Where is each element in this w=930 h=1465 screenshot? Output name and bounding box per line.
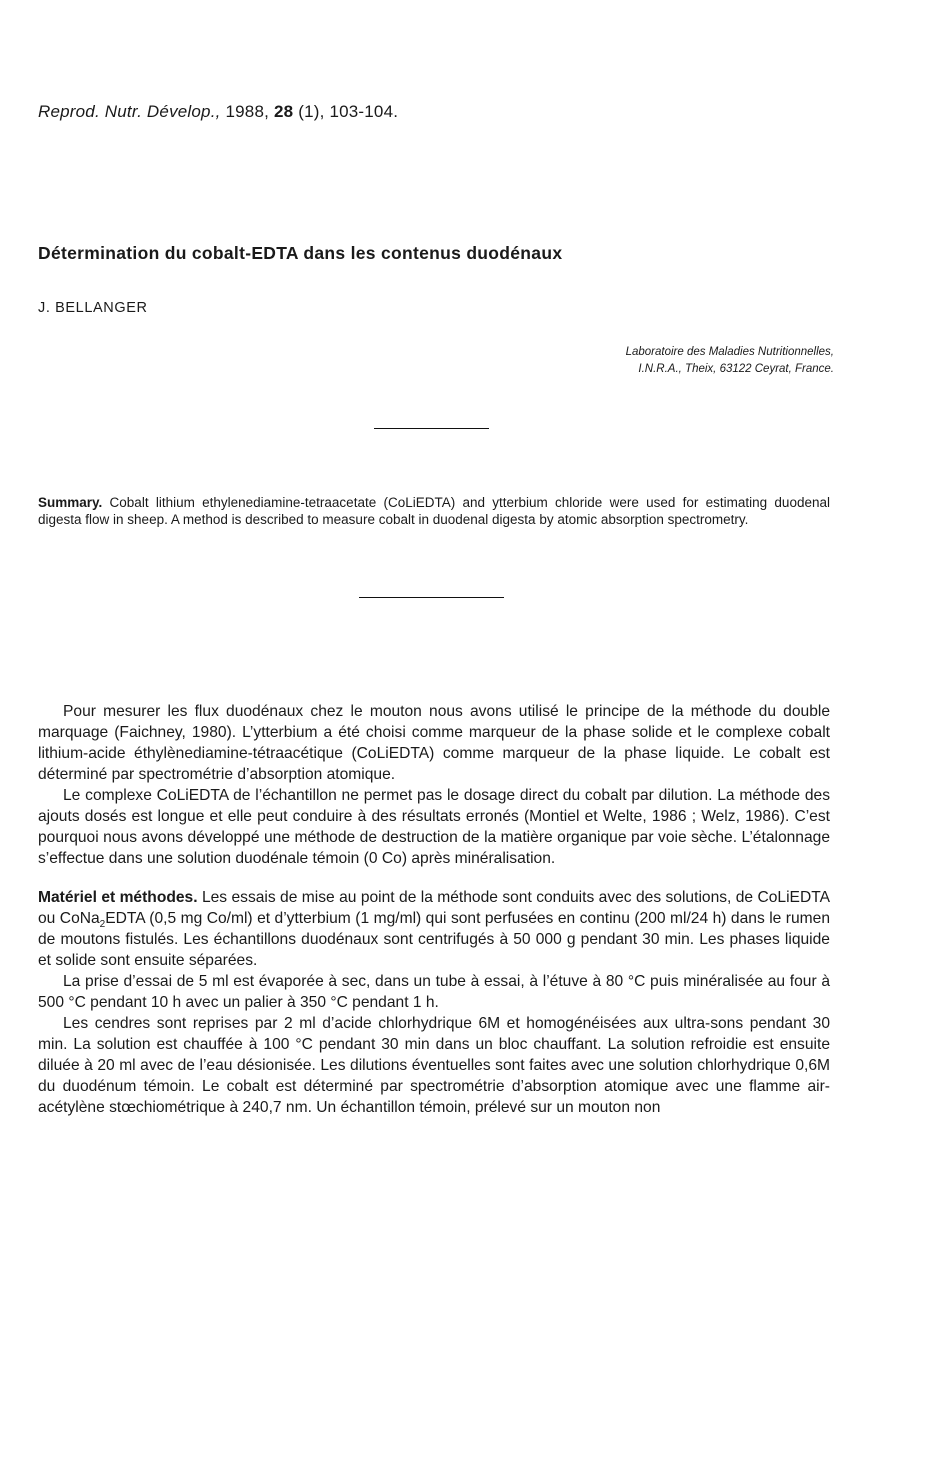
body-paragraph-1: Pour mesurer les flux duodénaux chez le mouton nous avons utilisé le principe de la méthode du double marquage (Faichney, 1980). L’ytterbium a été choisi comme marqueur de la phase solide et le complexe cobalt lithium-acide éthylènediamine-tétraacétique (CoLiEDTA) comme marqueur de la phase liquide. Le cobalt est déterminé par spectrométrie d’absorption atomique. — [38, 703, 830, 783]
body-paragraph-2: Le complexe CoLiEDTA de l’échantillon ne permet pas le dosage direct du cobalt par dilution. La méthode des ajouts dosés est longue et elle peut conduire à des résultats erronés (Montiel et Welte, 1986 ; Welz, 1986). C’est pourquoi nous avons développé une méthode de destruction de la matière organique par voie sèche. L’étalonnage s’effectue dans une solution duodénale témoin (0 Co) après minéralisation. — [38, 787, 830, 867]
author-affiliation — [414, 344, 834, 378]
summary-block — [38, 494, 830, 528]
article-author: J. BELLANGER — [38, 300, 148, 316]
journal-citation — [38, 102, 398, 122]
summary-text: Cobalt lithium ethylenediamine-tetraacetate (CoLiEDTA) and ytterbium chloride were used for estimating duodenal digesta flow in sheep. A method is described to measure cobalt in duodenal digesta by atomic absorption spectrometry. — [38, 495, 830, 527]
methods-text-b: EDTA (0,5 mg Co/ml) et d’ytterbium (1 mg/ml) qui sont perfusées en continu (200 ml/24 h) dans le rumen de moutons fistulés. Les échantillons duodénaux sont centrifugés à 50 000 g pendant 30 min. Les phases liquide et solide sont ensuite séparées. — [38, 910, 830, 969]
section-heading-methods: Matériel et méthodes. — [38, 889, 198, 906]
subscript-2: 2 — [99, 919, 106, 931]
affiliation-line-1: Laboratoire des Maladies Nutritionnelles, — [625, 346, 834, 358]
journal-volume: 28 — [273, 102, 294, 121]
divider-rule-top — [374, 428, 489, 429]
journal-name: Reprod. Nutr. Dévelop., — [38, 102, 221, 121]
article-body — [38, 701, 830, 1118]
body-paragraph-4: La prise d’essai de 5 ml est évaporée à sec, dans un tube à essai, à l’étuve à 80 °C puis minéralisée au four à 500 °C pendant 10 h avec un palier à 350 °C pendant 1 h. — [38, 973, 830, 1011]
methods-text-a: Les essais de mise au point de la méthode sont conduits avec des solutions, de CoLiEDTA ou CoNa — [38, 889, 830, 927]
body-paragraph-5: Les cendres sont reprises par 2 ml d’acide chlorhydrique 6M et homogénéisées aux ultra-sons pendant 30 min. La solution est chauffée à 100 °C pendant 30 min dans un bloc chauffant. La solution refroidie est ensuite diluée à 20 ml avec de l’eau désionisée. Les dilutions éventuelles sont faites avec une solution chlorhydrique 0,6M du duodénum témoin. Le cobalt est déterminé par spectrométrie d’absorption atomique avec une flamme air-acétylène stœchiométrique à 240,7 nm. Un échantillon témoin, prélevé sur un mouton non — [38, 1015, 830, 1116]
divider-rule-bottom — [359, 597, 504, 598]
methods-paragraph — [38, 887, 830, 971]
journal-issue-pages: (1), 103-104. — [298, 102, 399, 121]
summary-label: Summary. — [38, 495, 103, 510]
affiliation-line-2: I.N.R.A., Theix, 63122 Ceyrat, France. — [638, 363, 834, 375]
journal-year: 1988, — [225, 102, 270, 121]
article-title: Détermination du cobalt-EDTA dans les contenus duodénaux — [38, 243, 563, 263]
